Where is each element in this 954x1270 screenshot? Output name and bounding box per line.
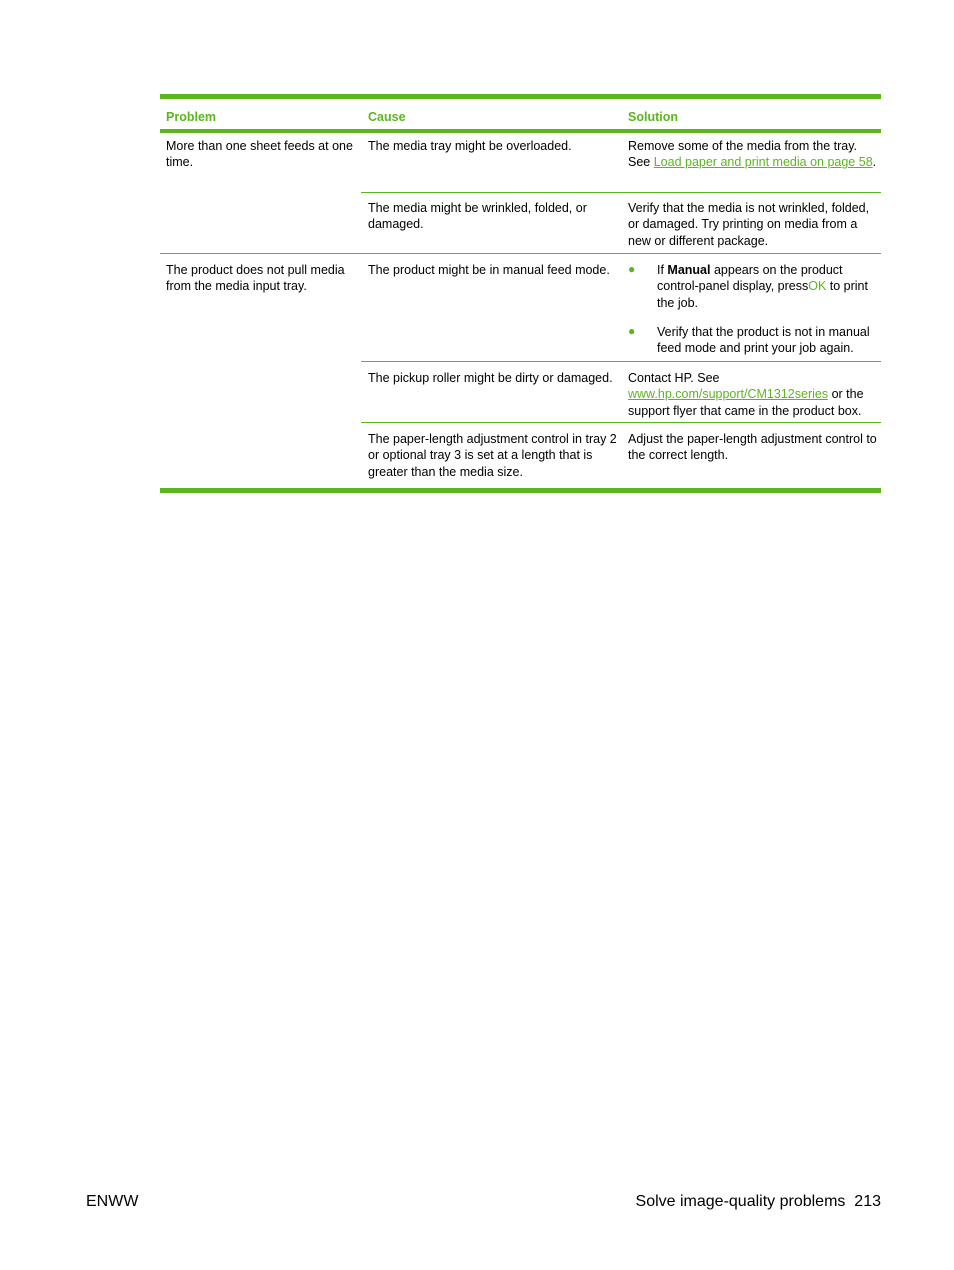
header-solution: Solution <box>628 110 678 124</box>
row-divider <box>361 192 881 193</box>
footer-section: Solve image-quality problems <box>635 1193 846 1210</box>
bullet-text: to print the job. <box>657 279 868 310</box>
solution-text-end: . <box>872 155 877 170</box>
troubleshooting-table <box>160 94 881 493</box>
table-header <box>160 99 881 129</box>
header-problem: Problem <box>166 110 217 124</box>
cause-cell: The media might be wrinkled, folded, or damaged. <box>368 201 587 232</box>
row-divider <box>361 361 881 362</box>
solution-cell <box>628 138 880 171</box>
bullet-text: If <box>657 263 668 277</box>
footer-left: ENWW <box>86 1193 139 1210</box>
problem-cell: More than one sheet feeds at one time. <box>166 139 353 170</box>
solution-bullet-1 <box>657 262 881 311</box>
hp-support-link[interactable]: www.hp.com/support/CM1312series <box>628 387 829 402</box>
cause-cell: The pickup roller might be dirty or damaged. <box>368 371 613 385</box>
ok-keyword: OK <box>808 279 827 294</box>
table-bottom-rule <box>160 488 881 493</box>
manual-keyword: Manual <box>667 263 711 277</box>
solution-cell <box>628 370 880 419</box>
solution-text: Remove some of the media from the tray. See <box>628 139 858 170</box>
cause-cell: The paper-length adjustment control in tray 2 or optional tray 3 is set at a length that is greater than the media size. <box>368 432 617 479</box>
table-body <box>160 133 881 488</box>
solution-bullet-2: Verify that the product is not in manual feed mode and print your job again. <box>657 325 870 356</box>
solution-text: Contact HP. See <box>628 371 720 385</box>
bullet-text: appears on the product control-panel display, press <box>657 263 843 294</box>
footer-right <box>636 1193 881 1211</box>
cause-cell: The media tray might be overloaded. <box>368 139 572 153</box>
load-paper-link[interactable]: Load paper and print media on page 58 <box>653 155 873 170</box>
solution-cell: Verify that the media is not wrinkled, folded, or damaged. Try printing on media from a new or different package. <box>628 201 870 248</box>
page-number: 213 <box>854 1193 881 1210</box>
row-divider <box>361 422 881 423</box>
problem-cell: The product does not pull media from the media input tray. <box>166 263 345 294</box>
solution-text-end: or the support flyer that came in the product box. <box>628 387 864 418</box>
solution-cell: Adjust the paper-length adjustment control to the correct length. <box>628 432 877 463</box>
bullet-icon: ● <box>628 324 636 338</box>
header-cause: Cause <box>368 110 406 124</box>
row-divider <box>160 253 881 254</box>
cause-cell: The product might be in manual feed mode. <box>368 263 610 277</box>
bullet-icon: ● <box>628 262 636 276</box>
